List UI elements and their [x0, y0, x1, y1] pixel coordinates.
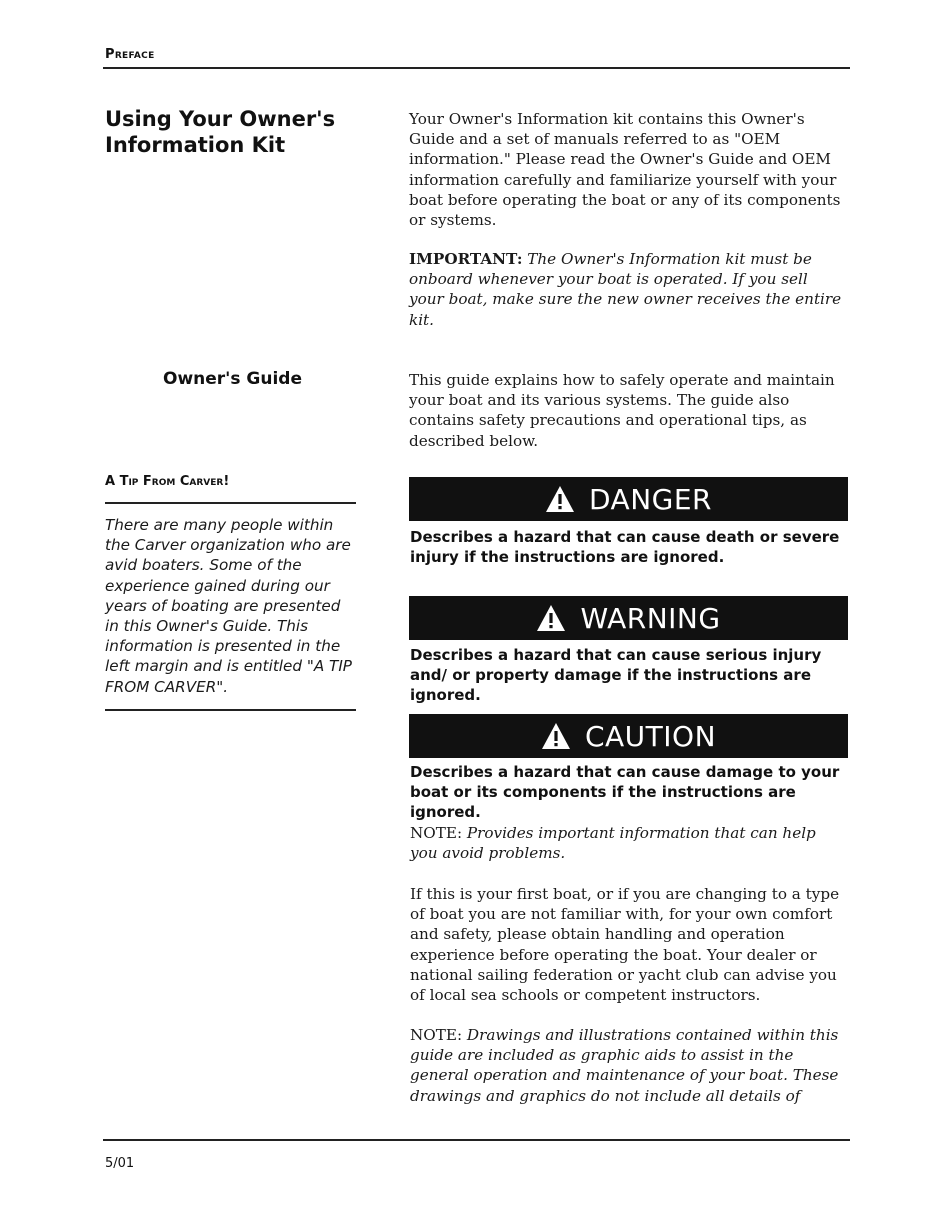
note-avoid-problems	[410, 823, 835, 863]
note-text: Provides important information that can help you avoid problems.	[410, 824, 816, 863]
subsection-title-owners-guide: Owner's Guide	[163, 369, 302, 389]
note-text: Drawings and illustrations contained within this guide are included as graphic aids to assist in the general operation and maintenance of your boat. These drawings and graphics do not include all details of	[410, 1026, 839, 1105]
warning-triangle-icon	[545, 484, 575, 514]
note-label: NOTE:	[410, 824, 463, 842]
important-label: IMPORTANT:	[409, 250, 523, 268]
caution-description: Describes a hazard that can cause damage to your boat or its components if the instructions are ignored.	[410, 763, 840, 822]
caution-banner	[409, 714, 848, 758]
owners-guide-paragraph: This guide explains how to safely operate and maintain your boat and its various systems. The guide also contains safety precautions and operational tips, as described below.	[409, 371, 835, 450]
section-title: Using Your Owner's Information Kit	[105, 107, 336, 157]
tip-top-divider	[105, 502, 356, 504]
running-header: Preface	[105, 47, 155, 62]
page-date-code: 5/01	[105, 1156, 135, 1171]
warning-triangle-icon	[541, 721, 571, 751]
first-boat-paragraph: If this is your first boat, or if you are changing to a type of boat you are not familiar with, for your own comfort and safety, please obtain handling and operation experience before operating the boat. Your dealer or national sailing federation or yacht club can advise you of local sea schools or competent instructors.	[410, 885, 840, 1005]
header-divider	[103, 67, 850, 69]
tip-title: A Tip From Carver!	[105, 474, 230, 489]
danger-banner	[409, 477, 848, 521]
important-note	[409, 249, 847, 330]
note-label: NOTE:	[410, 1026, 463, 1044]
tip-bottom-divider	[105, 709, 356, 711]
important-text: The Owner's Information kit must be onboard whenever your boat is operated. If you sell your boat, make sure the new owner receives the entire kit.	[409, 250, 842, 329]
note-drawings	[410, 1025, 850, 1106]
warning-description: Describes a hazard that can cause serious injury and/ or property damage if the instructions are ignored.	[410, 646, 822, 705]
footer-divider	[103, 1139, 850, 1141]
danger-description: Describes a hazard that can cause death or severe injury if the instructions are ignored.	[410, 528, 840, 567]
tip-body: There are many people within the Carver organization who are avid boaters. Some of the experience gained during our years of boating are presented in this Owner's Guide. This information is presented in the left margin and is entitled "A TIP FROM CARVER".	[105, 516, 352, 696]
tip-sidebar	[105, 474, 356, 711]
warning-banner	[409, 596, 848, 640]
caution-label: CAUTION	[584, 719, 717, 753]
intro-paragraph: Your Owner's Information kit contains this Owner's Guide and a set of manuals referred to as "OEM information." Please read the Owner's Guide and OEM information carefully and familiarize yourself with your boat before operating the boat or any of its components or systems.	[409, 110, 841, 230]
danger-label: DANGER	[588, 482, 712, 516]
warning-triangle-icon	[536, 603, 566, 633]
warning-label: WARNING	[580, 601, 721, 635]
